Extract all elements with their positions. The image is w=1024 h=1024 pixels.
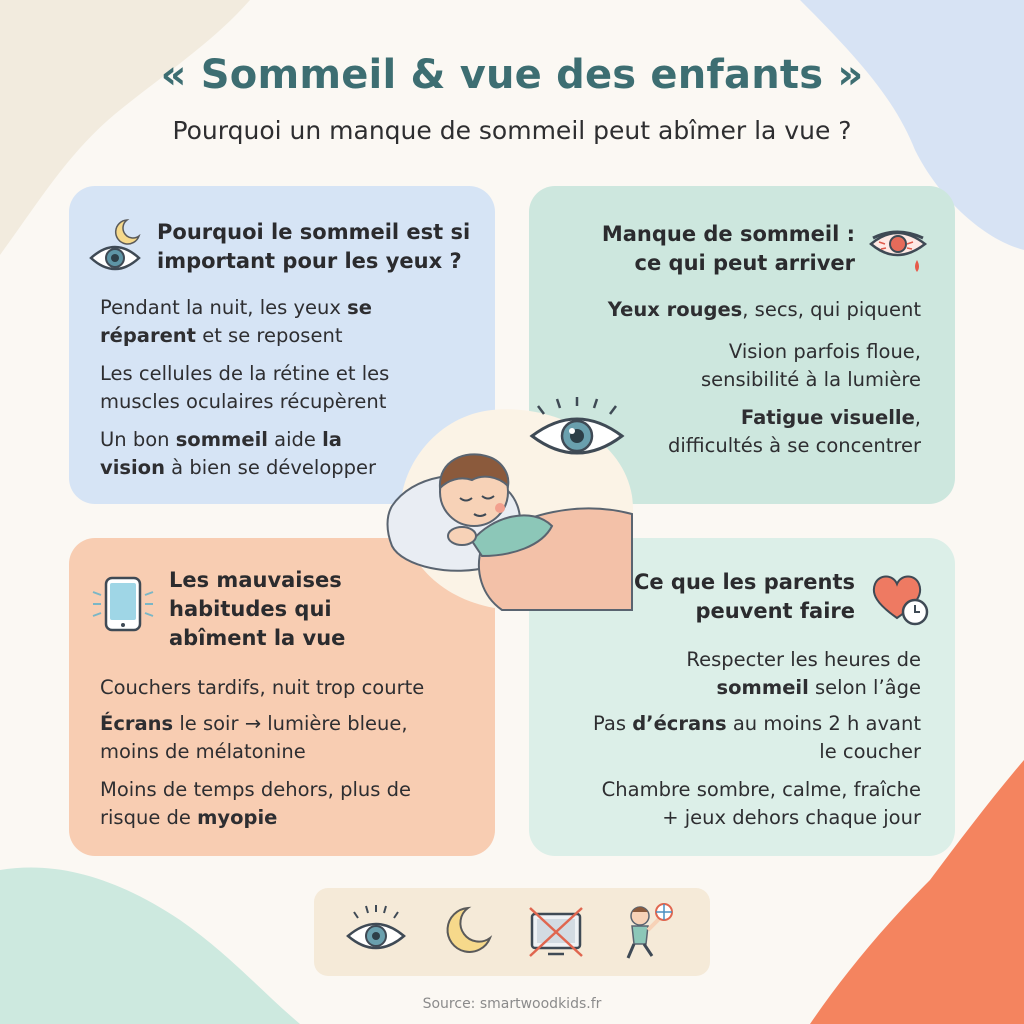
card-lack-text2-cont: sensibilité à la lumière [700,368,921,391]
eye-moon-icon [89,214,149,280]
card-why-text2: Les cellules de la rétine et les [100,362,390,385]
card-lack-text2: Vision parfois floue, [728,340,921,363]
card-parents-text3-cont: + jeux dehors chaque jour [662,806,921,829]
card-why-title-line1: Pourquoi le sommeil est si [157,220,471,244]
footer-icon-bar [314,888,710,976]
card-parents-title-line2: peuvent faire [695,599,855,623]
moon-icon [438,904,494,960]
page-subtitle: Pourquoi un manque de sommeil peut abîmer la vue ? [172,116,852,145]
card-lack-text3: Fatigue visuelle, [740,406,921,429]
tired-eye-icon [867,222,931,280]
card-lack-text3-cont: difficultés à se concentrer [668,434,921,457]
no-screen-icon [526,904,586,960]
card-habits-title-line2: habitudes qui [169,597,332,621]
card-habits-text3: Moins de temps dehors, plus de [100,778,411,801]
eye-icon [344,904,408,960]
card-lack-text1: Yeux rouges, secs, qui piquent [607,298,921,321]
card-lack-title-line2: ce qui peut arriver [634,251,855,275]
card-parents-text1: Respecter les heures de [686,648,921,671]
heart-clock-icon [869,568,933,632]
card-parents-text3: Chambre sombre, calme, fraîche [601,778,921,801]
card-parents-text2: Pas d’écrans au moins 2 h avant [593,712,921,735]
playing-child-icon [618,900,678,964]
card-habits-title-line1: Les mauvaises [169,568,342,592]
card-habits-text2-cont: moins de mélatonine [100,740,306,763]
card-habits-text3-cont: risque de myopie [100,806,278,829]
card-habits-title-line3: abîment la vue [169,626,346,650]
card-parents-text2-cont: le coucher [819,740,921,763]
tablet-icon [89,568,159,638]
card-parents-title-line1: Ce que les parents [633,570,855,594]
card-parents-text1-cont: sommeil selon l’âge [716,676,921,699]
source-credit: Source: smartwoodkids.fr [422,996,602,1012]
card-habits-text2: Écrans le soir → lumière bleue, [100,712,408,735]
page-title: « Sommeil & vue des enfants » [160,52,864,98]
sleeping-child-illustration [382,396,642,616]
card-why-title-line2: important pour les yeux ? [157,249,462,273]
card-lack-title-line1: Manque de sommeil : [601,222,855,246]
card-why-text3: Un bon sommeil aide la [100,428,342,451]
card-why-text1: Pendant la nuit, les yeux se [100,296,372,319]
card-habits-text1: Couchers tardifs, nuit trop courte [100,676,425,699]
card-why-text1-cont: réparent et se reposent [100,324,343,347]
card-why-text3-cont: vision à bien se développer [100,456,377,479]
card-why-text2-cont: muscles oculaires récupèrent [100,390,387,413]
